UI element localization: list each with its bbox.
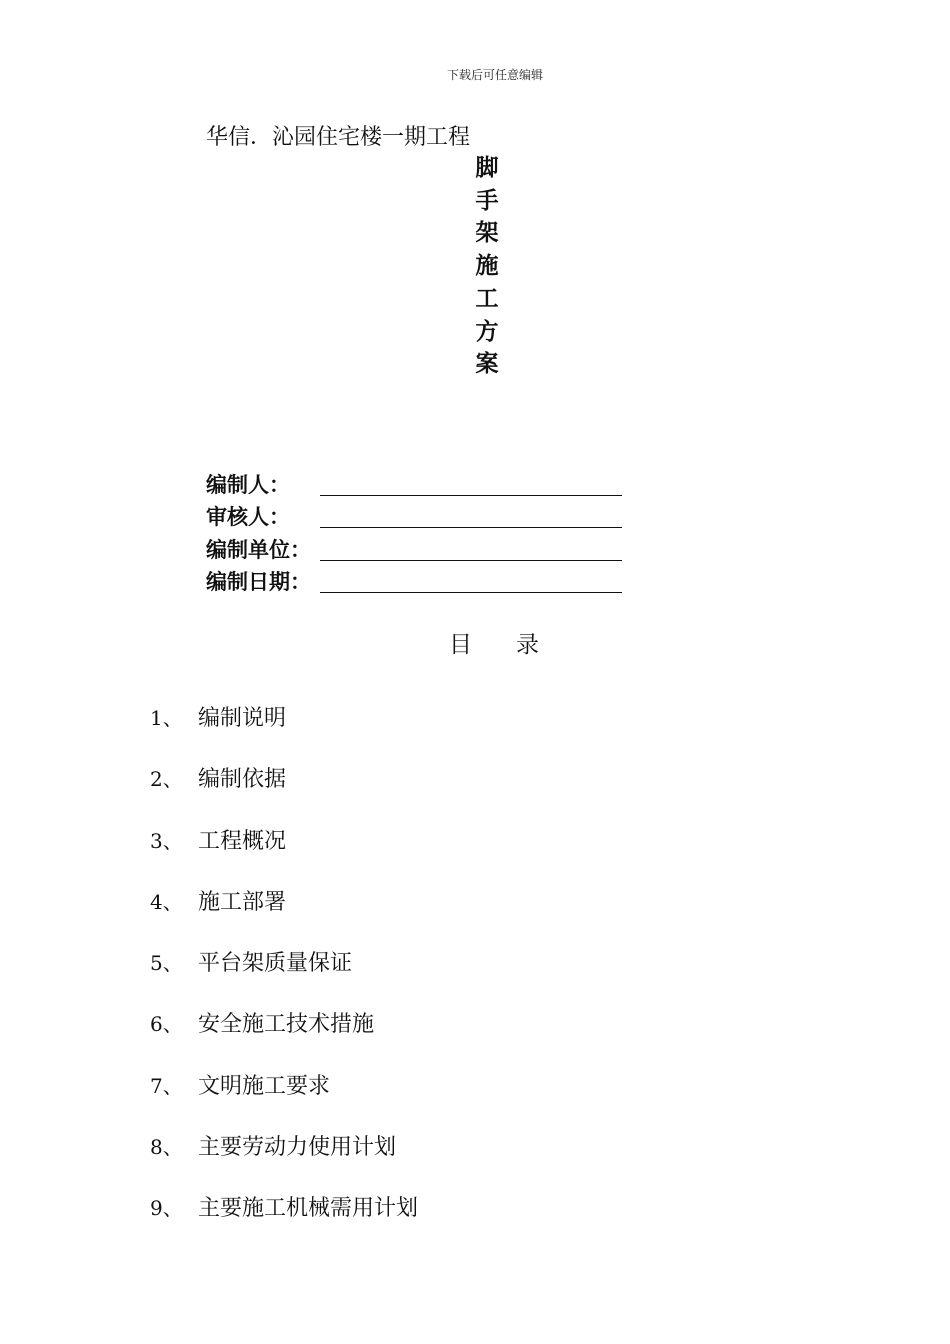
sign-blank-line [320,560,622,561]
title-char: 施 [475,253,499,280]
toc-item-number: 8、 [150,1134,183,1159]
toc-item [150,870,418,931]
toc-item-text: 文明施工要求 [198,1073,331,1099]
toc-item-text: 编制说明 [198,706,287,732]
project-name: 华信．沁园住宅楼一期工程 [206,125,471,150]
document-title-vertical [474,152,500,381]
toc-item [150,1176,418,1237]
toc-item-text: 主要劳动力使用计划 [198,1134,397,1160]
sign-row-reviewer [206,499,622,532]
sign-blank-line [320,592,622,593]
toc-item [150,747,418,808]
signature-block [206,466,622,596]
toc-heading-left: 目 [449,632,472,658]
toc-item [150,1054,418,1115]
toc-item-text: 施工部署 [198,889,287,915]
sign-row-date [206,564,622,597]
toc-heading-right: 录 [516,632,539,658]
title-char: 脚 [475,155,499,181]
toc-item [150,992,418,1053]
title-char: 手 [475,187,499,214]
toc-item-number: 7、 [150,1073,183,1098]
toc-item-text: 平台架质量保证 [198,951,353,977]
toc-item [150,931,418,992]
sign-blank-line [320,495,622,496]
title-char: 案 [475,351,499,378]
sign-label: 审核人： [206,505,290,529]
toc-item-number: 4、 [150,889,183,914]
sign-label: 编制单位： [206,537,311,562]
title-char: 工 [475,285,499,312]
sign-label: 编制人： [206,472,290,497]
toc-item [150,1115,418,1176]
toc-heading [449,626,539,659]
toc-item-number: 3、 [150,828,183,853]
title-char: 架 [475,220,499,247]
sign-row-unit [206,531,622,564]
toc-item-number: 6、 [150,1012,183,1037]
toc-item-text: 主要施工机械需用计划 [198,1196,419,1222]
toc-item-text: 编制依据 [198,767,287,793]
sign-label: 编制日期： [206,570,311,594]
toc-item-number: 5、 [150,951,183,976]
toc-list [150,686,418,1237]
toc-item [150,809,418,870]
sign-row-compiler [206,466,622,499]
toc-item-text: 工程概况 [198,828,287,854]
toc-item-number: 2、 [150,767,183,792]
toc-item-text: 安全施工技术措施 [198,1012,375,1038]
header-note: 下载后可任意编辑 [446,68,543,82]
toc-item [150,686,418,747]
title-char: 方 [475,318,499,345]
toc-item-number: 1、 [150,706,183,731]
sign-blank-line [320,527,622,528]
toc-item-number: 9、 [150,1196,183,1221]
